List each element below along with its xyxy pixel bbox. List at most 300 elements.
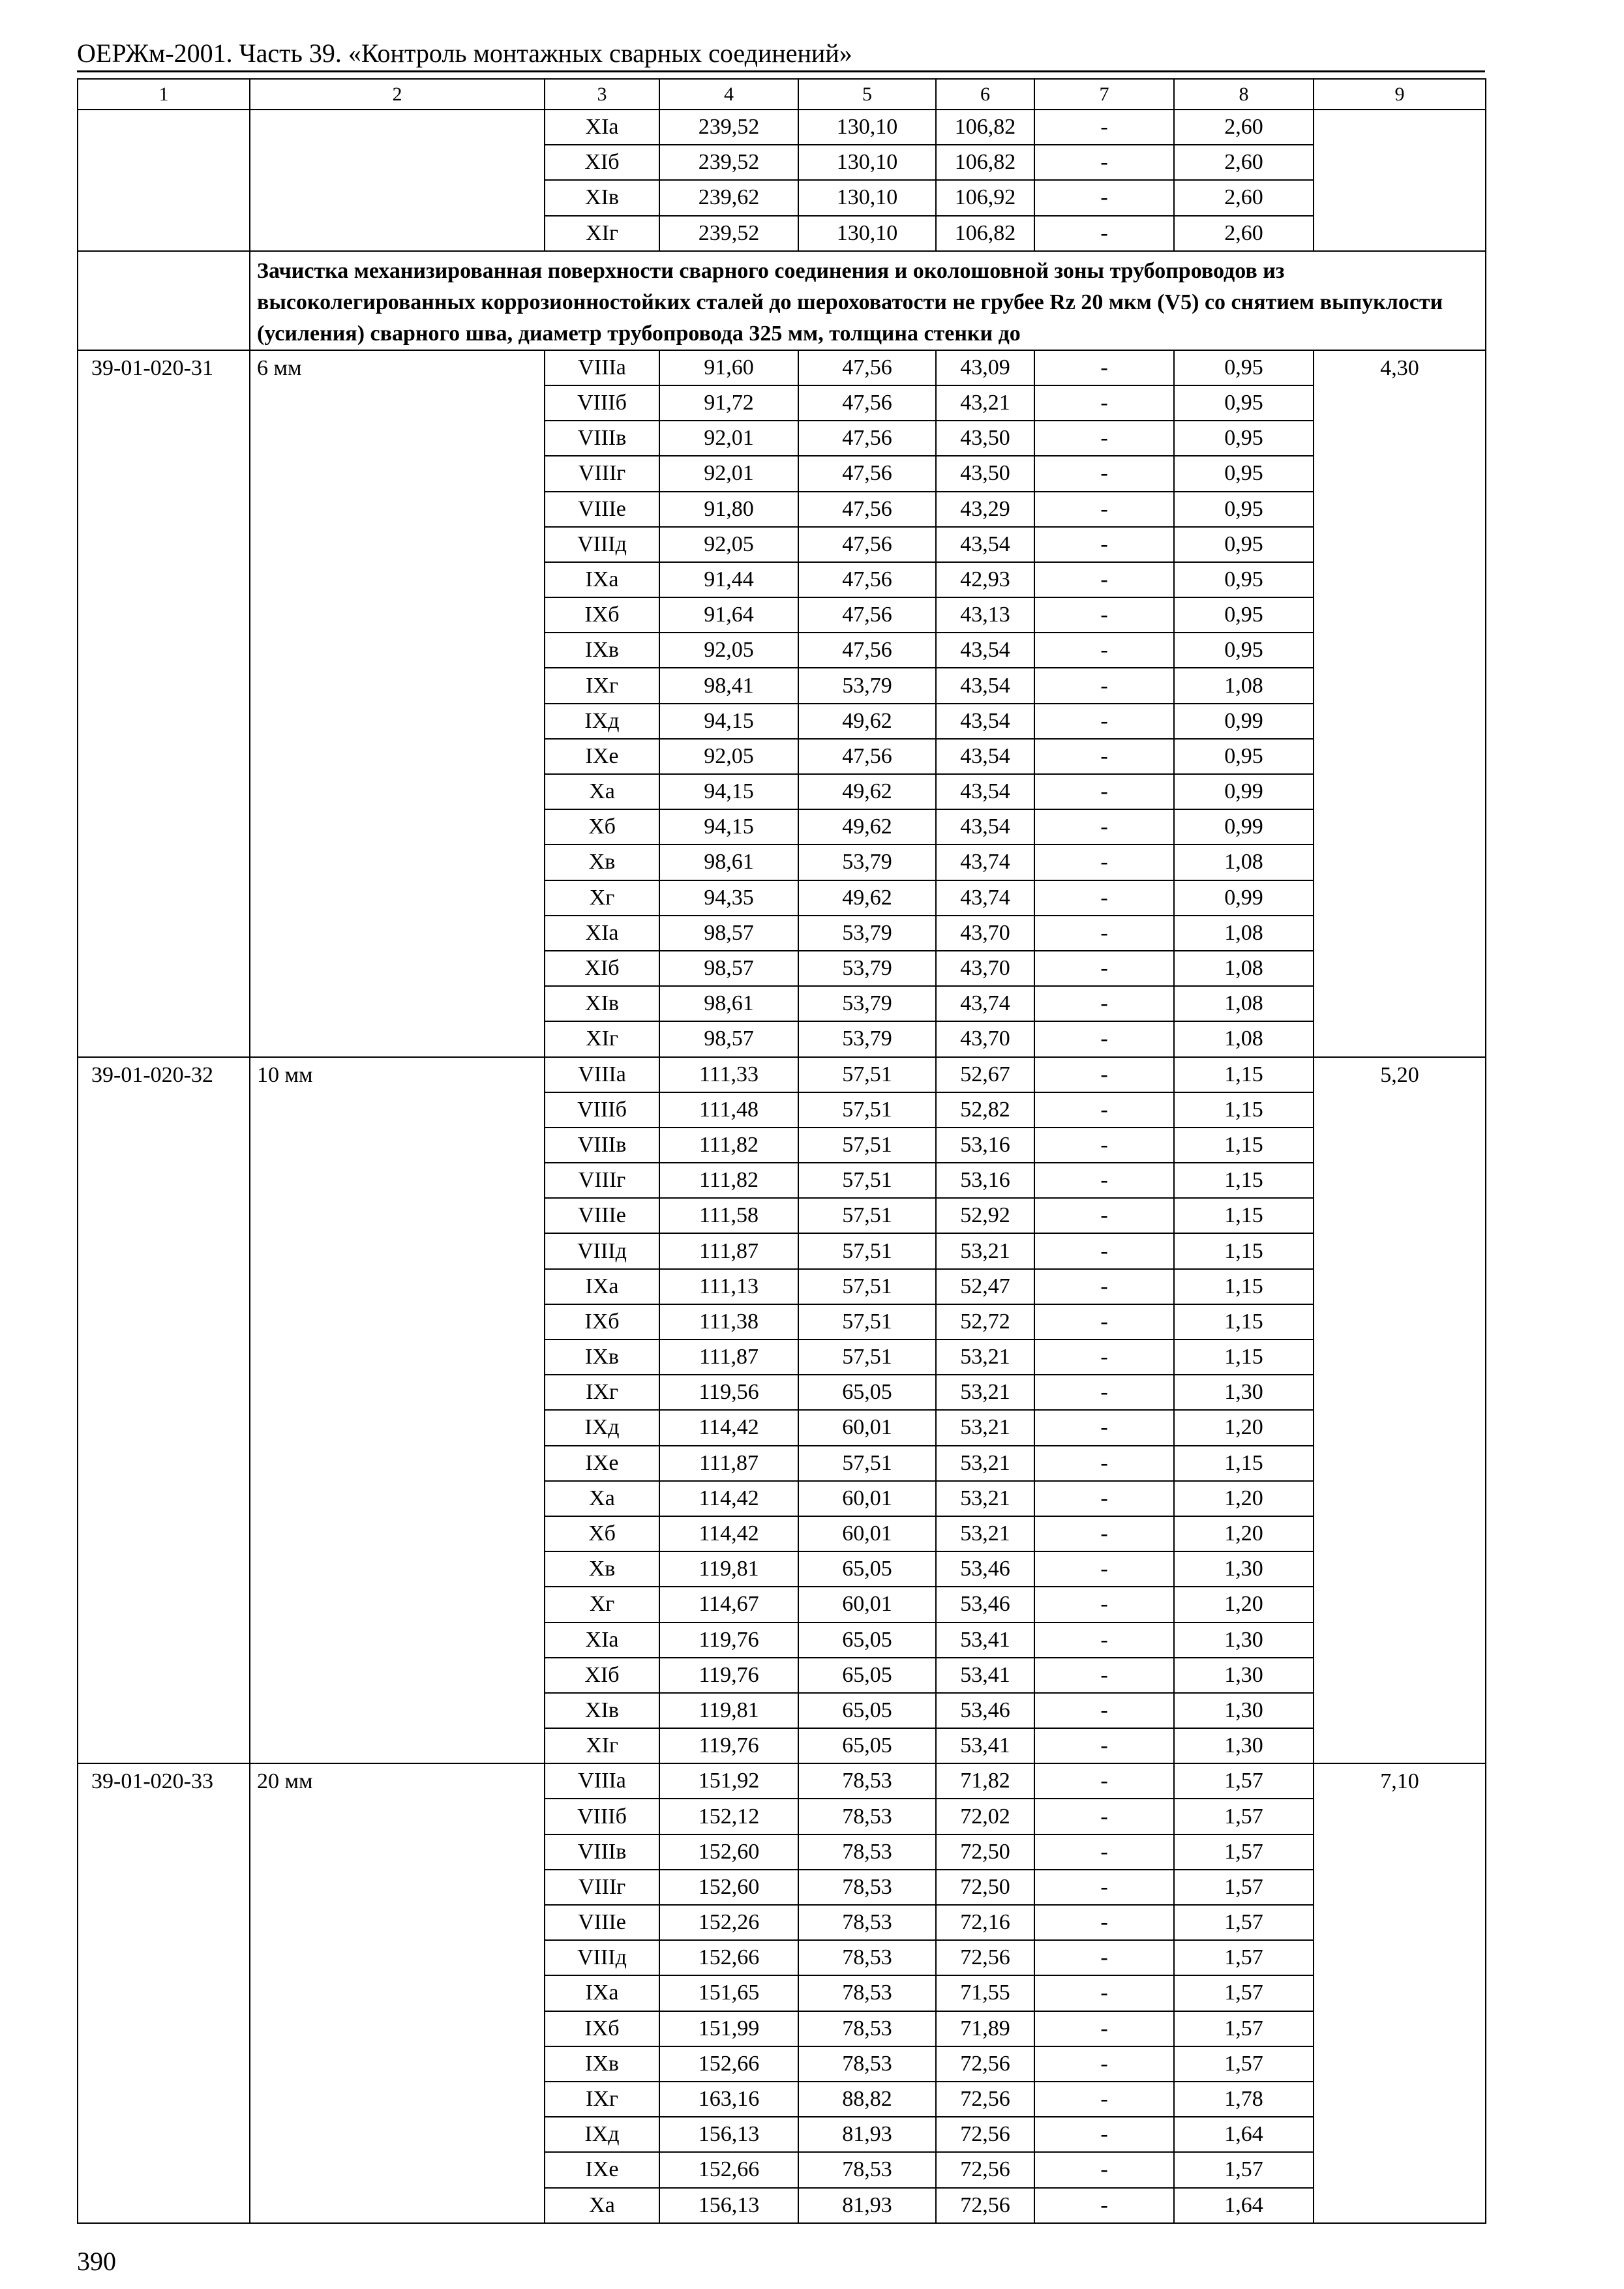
- value-cell-7: -: [1034, 1623, 1174, 1658]
- value-cell-6: 53,41: [936, 1623, 1034, 1658]
- value-cell-5: 65,05: [798, 1658, 936, 1693]
- value-cell-8: 0,99: [1174, 880, 1314, 916]
- value-cell-6: 52,82: [936, 1092, 1034, 1128]
- value-cell-6: 43,54: [936, 527, 1034, 562]
- value-cell-4: 92,05: [659, 633, 798, 668]
- value-cell-4: 151,92: [659, 1763, 798, 1799]
- value-cell-6: 43,54: [936, 774, 1034, 809]
- grade-cell: IXe: [545, 739, 659, 774]
- value-cell-6: 53,21: [936, 1233, 1034, 1268]
- value-cell-4: 91,80: [659, 492, 798, 527]
- grade-cell: XIг: [545, 1021, 659, 1056]
- value-cell-7: -: [1034, 1693, 1174, 1728]
- value-cell-8: 1,20: [1174, 1481, 1314, 1516]
- value-cell-4: 111,33: [659, 1057, 798, 1092]
- value-cell-7: -: [1034, 1728, 1174, 1763]
- grade-cell: VIIIв: [545, 421, 659, 456]
- value-cell-8: 1,57: [1174, 2046, 1314, 2082]
- value-cell-6: 53,21: [936, 1446, 1034, 1481]
- value-cell-4: 98,41: [659, 668, 798, 703]
- value-cell-6: 71,55: [936, 1975, 1034, 2011]
- value-cell-4: 239,52: [659, 110, 798, 145]
- value-cell-8: 1,30: [1174, 1693, 1314, 1728]
- value-cell-4: 152,12: [659, 1799, 798, 1834]
- value-cell-6: 72,16: [936, 1905, 1034, 1940]
- value-cell-6: 43,29: [936, 492, 1034, 527]
- value-cell-6: 52,67: [936, 1057, 1034, 1092]
- grade-cell: XIб: [545, 1658, 659, 1693]
- grade-cell: VIIIг: [545, 456, 659, 491]
- value-cell-6: 106,92: [936, 180, 1034, 215]
- value-cell-8: 1,15: [1174, 1128, 1314, 1163]
- grade-cell: XIб: [545, 951, 659, 986]
- section-title: Зачистка механизированная поверхности сварного соединения и околошовной зоны трубопроводов из высоколегированных коррозионностойких сталей до шероховатости не грубее Rz 20 мкм (V5) со снятием выпуклости (усиления) сварного шва, диаметр трубопровода 325 мм, толщина стенки до: [250, 251, 1486, 350]
- value-cell-7: -: [1034, 845, 1174, 880]
- value-cell-7: -: [1034, 1446, 1174, 1481]
- value-cell-5: 57,51: [798, 1304, 936, 1339]
- value-cell-6: 72,56: [936, 2082, 1034, 2117]
- section-code-blank: [78, 251, 250, 350]
- value-cell-7: -: [1034, 2152, 1174, 2187]
- value-cell-6: 53,21: [936, 1375, 1034, 1410]
- value-cell-8: 0,95: [1174, 633, 1314, 668]
- value-cell-5: 88,82: [798, 2082, 936, 2117]
- value-cell-8: 1,57: [1174, 1799, 1314, 1834]
- value-cell-8: 1,20: [1174, 1587, 1314, 1622]
- grade-cell: Xa: [545, 1481, 659, 1516]
- value-cell-4: 114,67: [659, 1587, 798, 1622]
- value-cell-8: 1,64: [1174, 2117, 1314, 2152]
- value-cell-5: 78,53: [798, 1940, 936, 1975]
- value-cell-4: 94,35: [659, 880, 798, 916]
- value-cell-4: 92,05: [659, 739, 798, 774]
- value-cell-5: 47,56: [798, 633, 936, 668]
- value-cell-5: 130,10: [798, 180, 936, 215]
- value-cell-7: -: [1034, 2117, 1174, 2152]
- value-cell-7: -: [1034, 1269, 1174, 1304]
- rate-code-cell: 39-01-020-31: [78, 350, 250, 1057]
- value-cell-7: -: [1034, 1128, 1174, 1163]
- grade-cell: VIIIe: [545, 1198, 659, 1233]
- value-cell-4: 98,57: [659, 951, 798, 986]
- grade-cell: VIIIa: [545, 1763, 659, 1799]
- value-cell-8: 1,30: [1174, 1375, 1314, 1410]
- value-cell-4: 98,61: [659, 986, 798, 1021]
- value-cell-8: 1,57: [1174, 1975, 1314, 2011]
- value-cell-5: 78,53: [798, 1799, 936, 1834]
- value-cell-4: 111,87: [659, 1233, 798, 1268]
- value-cell-6: 52,92: [936, 1198, 1034, 1233]
- value-cell-4: 239,52: [659, 145, 798, 180]
- grade-cell: XIв: [545, 986, 659, 1021]
- value-cell-4: 119,76: [659, 1658, 798, 1693]
- value-cell-6: 52,72: [936, 1304, 1034, 1339]
- grade-cell: VIIIд: [545, 1233, 659, 1268]
- value-cell-5: 65,05: [798, 1728, 936, 1763]
- value-cell-7: -: [1034, 456, 1174, 491]
- grade-cell: XIг: [545, 216, 659, 251]
- value-cell-8: 1,30: [1174, 1623, 1314, 1658]
- column-number-header: 5: [798, 79, 936, 110]
- value-cell-4: 91,72: [659, 385, 798, 421]
- value-cell-6: 53,41: [936, 1658, 1034, 1693]
- value-cell-6: 72,56: [936, 2117, 1034, 2152]
- value-cell-4: 119,76: [659, 1728, 798, 1763]
- grade-cell: IXб: [545, 2011, 659, 2046]
- value-cell-6: 106,82: [936, 145, 1034, 180]
- grade-cell: XIв: [545, 1693, 659, 1728]
- grade-cell: Xг: [545, 1587, 659, 1622]
- value-cell-8: 1,15: [1174, 1057, 1314, 1092]
- value-cell-8: 1,15: [1174, 1269, 1314, 1304]
- grade-cell: IXв: [545, 2046, 659, 2082]
- value-cell-6: 53,21: [936, 1410, 1034, 1445]
- norm-cell: 5,20: [1314, 1057, 1486, 1764]
- value-cell-7: -: [1034, 421, 1174, 456]
- grade-cell: IXг: [545, 1375, 659, 1410]
- value-cell-7: -: [1034, 1834, 1174, 1870]
- value-cell-4: 156,13: [659, 2188, 798, 2223]
- value-cell-4: 119,81: [659, 1693, 798, 1728]
- value-cell-5: 78,53: [798, 1870, 936, 1905]
- grade-cell: VIIIд: [545, 527, 659, 562]
- value-cell-8: 2,60: [1174, 145, 1314, 180]
- grade-cell: XIa: [545, 1623, 659, 1658]
- value-cell-6: 53,46: [936, 1551, 1034, 1587]
- value-cell-8: 1,15: [1174, 1233, 1314, 1268]
- rate-code-cell: 39-01-020-33: [78, 1763, 250, 2222]
- value-cell-5: 78,53: [798, 2152, 936, 2187]
- column-number-header: 7: [1034, 79, 1174, 110]
- value-cell-6: 43,74: [936, 986, 1034, 1021]
- value-cell-6: 72,50: [936, 1870, 1034, 1905]
- value-cell-6: 43,09: [936, 350, 1034, 385]
- value-cell-5: 65,05: [798, 1551, 936, 1587]
- value-cell-4: 111,58: [659, 1198, 798, 1233]
- value-cell-8: 0,95: [1174, 597, 1314, 633]
- value-cell-4: 151,65: [659, 1975, 798, 2011]
- grade-cell: IXд: [545, 1410, 659, 1445]
- rate-code-cell: 39-01-020-32: [78, 1057, 250, 1764]
- norm-cell: 4,30: [1314, 350, 1486, 1057]
- value-cell-7: -: [1034, 1481, 1174, 1516]
- value-cell-8: 1,15: [1174, 1198, 1314, 1233]
- grade-cell: XIб: [545, 145, 659, 180]
- value-cell-7: -: [1034, 216, 1174, 251]
- value-cell-7: -: [1034, 704, 1174, 739]
- value-cell-4: 111,87: [659, 1339, 798, 1375]
- value-cell-5: 78,53: [798, 1763, 936, 1799]
- value-cell-4: 94,15: [659, 809, 798, 845]
- value-cell-7: -: [1034, 2046, 1174, 2082]
- code-cell-blank: [78, 110, 250, 251]
- column-number-header: 1: [78, 79, 250, 110]
- value-cell-8: 1,57: [1174, 1763, 1314, 1799]
- value-cell-6: 43,70: [936, 951, 1034, 986]
- value-cell-6: 43,13: [936, 597, 1034, 633]
- value-cell-4: 91,64: [659, 597, 798, 633]
- value-cell-5: 49,62: [798, 880, 936, 916]
- value-cell-5: 57,51: [798, 1092, 936, 1128]
- value-cell-8: 1,57: [1174, 2152, 1314, 2187]
- value-cell-5: 57,51: [798, 1198, 936, 1233]
- value-cell-7: -: [1034, 1763, 1174, 1799]
- value-cell-5: 65,05: [798, 1375, 936, 1410]
- value-cell-4: 92,01: [659, 456, 798, 491]
- value-cell-4: 111,38: [659, 1304, 798, 1339]
- value-cell-5: 53,79: [798, 668, 936, 703]
- value-cell-5: 47,56: [798, 492, 936, 527]
- value-cell-4: 98,57: [659, 916, 798, 951]
- thickness-cell: 10 мм: [250, 1057, 545, 1764]
- value-cell-4: 111,82: [659, 1163, 798, 1198]
- value-cell-4: 152,66: [659, 2152, 798, 2187]
- value-cell-8: 1,30: [1174, 1658, 1314, 1693]
- value-cell-4: 92,05: [659, 527, 798, 562]
- value-cell-8: 1,08: [1174, 668, 1314, 703]
- value-cell-6: 43,74: [936, 880, 1034, 916]
- thickness-cell-blank: [250, 110, 545, 251]
- value-cell-4: 111,82: [659, 1128, 798, 1163]
- value-cell-5: 57,51: [798, 1339, 936, 1375]
- value-cell-7: -: [1034, 1410, 1174, 1445]
- column-number-header: 3: [545, 79, 659, 110]
- value-cell-8: 1,08: [1174, 1021, 1314, 1056]
- value-cell-6: 43,70: [936, 1021, 1034, 1056]
- page-number: 390: [77, 2247, 116, 2276]
- value-cell-6: 72,56: [936, 2188, 1034, 2223]
- value-cell-5: 49,62: [798, 774, 936, 809]
- value-cell-5: 130,10: [798, 145, 936, 180]
- grade-cell: VIIIг: [545, 1870, 659, 1905]
- value-cell-5: 78,53: [798, 1834, 936, 1870]
- table-row: [78, 1057, 1486, 1092]
- value-cell-4: 91,44: [659, 562, 798, 597]
- value-cell-5: 81,93: [798, 2188, 936, 2223]
- value-cell-5: 47,56: [798, 597, 936, 633]
- grade-cell: VIIIa: [545, 1057, 659, 1092]
- value-cell-8: 0,95: [1174, 527, 1314, 562]
- value-cell-5: 47,56: [798, 456, 936, 491]
- value-cell-8: 0,95: [1174, 456, 1314, 491]
- value-cell-5: 53,79: [798, 916, 936, 951]
- value-cell-4: 152,66: [659, 1940, 798, 1975]
- value-cell-8: 1,57: [1174, 1905, 1314, 1940]
- value-cell-5: 57,51: [798, 1163, 936, 1198]
- value-cell-7: -: [1034, 1975, 1174, 2011]
- value-cell-4: 163,16: [659, 2082, 798, 2117]
- value-cell-5: 57,51: [798, 1233, 936, 1268]
- value-cell-5: 78,53: [798, 2046, 936, 2082]
- value-cell-8: 2,60: [1174, 216, 1314, 251]
- value-cell-5: 49,62: [798, 704, 936, 739]
- grade-cell: IXг: [545, 2082, 659, 2117]
- grade-cell: IXд: [545, 2117, 659, 2152]
- value-cell-7: -: [1034, 1551, 1174, 1587]
- grade-cell: IXв: [545, 633, 659, 668]
- document-header: ОЕРЖм-2001. Часть 39. «Контроль монтажных сварных соединений»: [77, 38, 852, 68]
- value-cell-7: -: [1034, 951, 1174, 986]
- value-cell-6: 53,21: [936, 1481, 1034, 1516]
- value-cell-8: 1,64: [1174, 2188, 1314, 2223]
- value-cell-5: 57,51: [798, 1269, 936, 1304]
- value-cell-5: 60,01: [798, 1410, 936, 1445]
- value-cell-8: 1,08: [1174, 845, 1314, 880]
- value-cell-7: -: [1034, 1870, 1174, 1905]
- value-cell-8: 1,08: [1174, 916, 1314, 951]
- value-cell-5: 49,62: [798, 809, 936, 845]
- value-cell-6: 43,54: [936, 739, 1034, 774]
- value-cell-7: -: [1034, 1587, 1174, 1622]
- value-cell-8: 1,15: [1174, 1163, 1314, 1198]
- value-cell-8: 0,99: [1174, 774, 1314, 809]
- grade-cell: VIIIe: [545, 1905, 659, 1940]
- value-cell-6: 43,54: [936, 633, 1034, 668]
- value-cell-4: 119,81: [659, 1551, 798, 1587]
- header-rule: [77, 70, 1485, 72]
- value-cell-7: -: [1034, 774, 1174, 809]
- value-cell-5: 47,56: [798, 739, 936, 774]
- value-cell-8: 1,57: [1174, 2011, 1314, 2046]
- norm-cell-blank: [1314, 110, 1486, 251]
- grade-cell: IXe: [545, 2152, 659, 2187]
- norm-cell: 7,10: [1314, 1763, 1486, 2222]
- value-cell-8: 1,57: [1174, 1870, 1314, 1905]
- value-cell-5: 78,53: [798, 1905, 936, 1940]
- grade-cell: IXг: [545, 668, 659, 703]
- value-cell-6: 53,16: [936, 1128, 1034, 1163]
- value-cell-6: 43,54: [936, 704, 1034, 739]
- grade-cell: VIIIб: [545, 1799, 659, 1834]
- value-cell-8: 0,95: [1174, 562, 1314, 597]
- grade-cell: VIIIб: [545, 385, 659, 421]
- value-cell-8: 0,95: [1174, 492, 1314, 527]
- value-cell-6: 53,21: [936, 1516, 1034, 1551]
- value-cell-4: 239,62: [659, 180, 798, 215]
- value-cell-4: 111,13: [659, 1269, 798, 1304]
- value-cell-7: -: [1034, 527, 1174, 562]
- column-number-row: [78, 79, 1486, 110]
- value-cell-4: 119,76: [659, 1623, 798, 1658]
- value-cell-8: 0,95: [1174, 421, 1314, 456]
- grade-cell: IXб: [545, 597, 659, 633]
- value-cell-5: 47,56: [798, 527, 936, 562]
- column-number-header: 2: [250, 79, 545, 110]
- value-cell-7: -: [1034, 809, 1174, 845]
- value-cell-6: 43,50: [936, 456, 1034, 491]
- grade-cell: Xб: [545, 809, 659, 845]
- grade-cell: IXa: [545, 1269, 659, 1304]
- grade-cell: IXд: [545, 704, 659, 739]
- section-row: [78, 251, 1486, 350]
- value-cell-7: -: [1034, 1375, 1174, 1410]
- value-cell-4: 94,15: [659, 704, 798, 739]
- value-cell-5: 47,56: [798, 350, 936, 385]
- value-cell-8: 1,78: [1174, 2082, 1314, 2117]
- value-cell-8: 1,15: [1174, 1304, 1314, 1339]
- thickness-cell: 20 мм: [250, 1763, 545, 2222]
- table-row: [78, 350, 1486, 385]
- grade-cell: XIa: [545, 916, 659, 951]
- value-cell-8: 1,30: [1174, 1551, 1314, 1587]
- value-cell-6: 53,41: [936, 1728, 1034, 1763]
- column-number-header: 9: [1314, 79, 1486, 110]
- value-cell-4: 98,61: [659, 845, 798, 880]
- grade-cell: VIIIб: [545, 1092, 659, 1128]
- value-cell-5: 65,05: [798, 1623, 936, 1658]
- table-row: [78, 1763, 1486, 1799]
- grade-cell: Xб: [545, 1516, 659, 1551]
- value-cell-5: 78,53: [798, 1975, 936, 2011]
- table-row: [78, 110, 1486, 145]
- grade-cell: IXв: [545, 1339, 659, 1375]
- column-number-header: 4: [659, 79, 798, 110]
- value-cell-5: 47,56: [798, 385, 936, 421]
- value-cell-8: 2,60: [1174, 180, 1314, 215]
- grade-cell: VIIIe: [545, 492, 659, 527]
- value-cell-6: 43,21: [936, 385, 1034, 421]
- value-cell-7: -: [1034, 1658, 1174, 1693]
- grade-cell: VIIIa: [545, 350, 659, 385]
- value-cell-4: 152,26: [659, 1905, 798, 1940]
- value-cell-6: 106,82: [936, 216, 1034, 251]
- value-cell-7: -: [1034, 2188, 1174, 2223]
- value-cell-6: 43,70: [936, 916, 1034, 951]
- rates-table: [77, 78, 1486, 2224]
- value-cell-5: 57,51: [798, 1128, 936, 1163]
- grade-cell: VIIIв: [545, 1834, 659, 1870]
- value-cell-8: 1,20: [1174, 1410, 1314, 1445]
- value-cell-7: -: [1034, 1021, 1174, 1056]
- grade-cell: Xa: [545, 2188, 659, 2223]
- grade-cell: Xг: [545, 880, 659, 916]
- value-cell-4: 239,52: [659, 216, 798, 251]
- value-cell-6: 106,82: [936, 110, 1034, 145]
- value-cell-4: 151,99: [659, 2011, 798, 2046]
- value-cell-7: -: [1034, 492, 1174, 527]
- value-cell-7: -: [1034, 2011, 1174, 2046]
- value-cell-4: 152,66: [659, 2046, 798, 2082]
- value-cell-7: -: [1034, 633, 1174, 668]
- value-cell-6: 71,89: [936, 2011, 1034, 2046]
- value-cell-8: 0,95: [1174, 385, 1314, 421]
- value-cell-5: 53,79: [798, 845, 936, 880]
- value-cell-4: 94,15: [659, 774, 798, 809]
- value-cell-8: 1,30: [1174, 1728, 1314, 1763]
- value-cell-5: 53,79: [798, 986, 936, 1021]
- value-cell-4: 98,57: [659, 1021, 798, 1056]
- value-cell-5: 130,10: [798, 110, 936, 145]
- value-cell-7: -: [1034, 668, 1174, 703]
- value-cell-7: -: [1034, 916, 1174, 951]
- value-cell-8: 0,99: [1174, 809, 1314, 845]
- value-cell-4: 114,42: [659, 1516, 798, 1551]
- grade-cell: VIIIв: [545, 1128, 659, 1163]
- value-cell-5: 60,01: [798, 1481, 936, 1516]
- value-cell-7: -: [1034, 2082, 1174, 2117]
- value-cell-4: 92,01: [659, 421, 798, 456]
- value-cell-4: 156,13: [659, 2117, 798, 2152]
- value-cell-6: 43,74: [936, 845, 1034, 880]
- grade-cell: IXa: [545, 1975, 659, 2011]
- value-cell-6: 53,46: [936, 1693, 1034, 1728]
- value-cell-8: 1,57: [1174, 1940, 1314, 1975]
- value-cell-7: -: [1034, 562, 1174, 597]
- value-cell-6: 43,50: [936, 421, 1034, 456]
- value-cell-6: 72,50: [936, 1834, 1034, 1870]
- value-cell-4: 152,60: [659, 1870, 798, 1905]
- grade-cell: Xв: [545, 845, 659, 880]
